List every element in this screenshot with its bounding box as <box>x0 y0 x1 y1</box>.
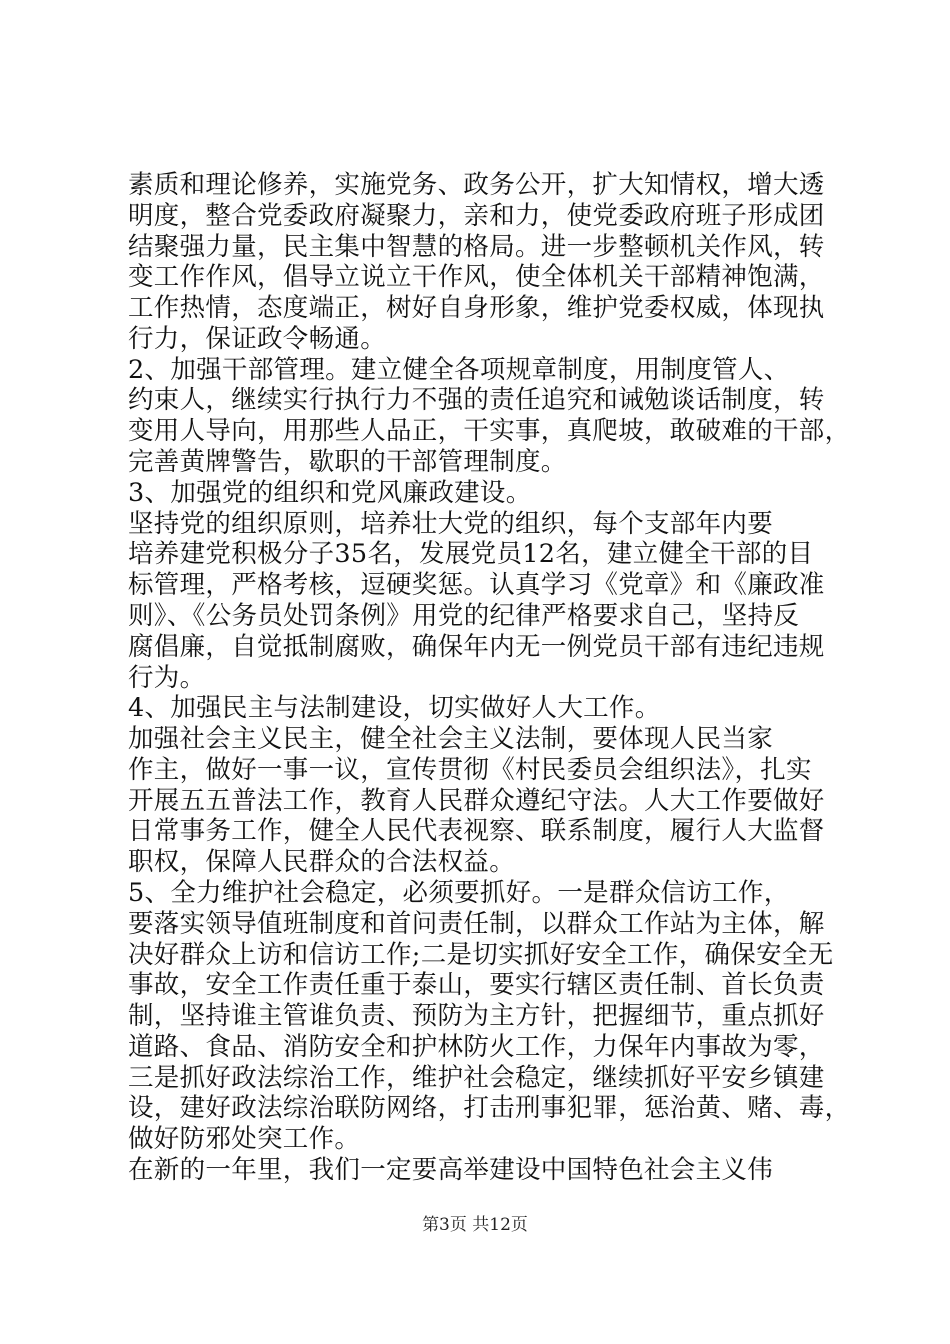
text-line: 在新的一年里，我们一定要高举建设中国特色社会主义伟 <box>128 1155 774 1185</box>
text-line: 变工作作风，倡导立说立干作风，使全体机关干部精神饱满， <box>128 262 825 292</box>
text-line: 工作热情，态度端正，树好自身形象，维护党委权威，体现执 <box>128 293 825 323</box>
page-number-footer: 第3页 共12页 <box>422 1215 528 1235</box>
text-line: 约束人，继续实行执行力不强的责任追究和诫勉谈话制度，转 <box>128 385 825 415</box>
text-line: 5、全力维护社会稳定，必须要抓好。一是群众信访工作， <box>128 878 790 908</box>
text-line: 三是抓好政法综治工作，维护社会稳定，继续抓好平安乡镇建 <box>128 1063 825 1093</box>
text-line: 要落实领导值班制度和首问责任制，以群众工作站为主体，解 <box>128 909 825 939</box>
text-line: 素质和理论修养，实施党务、政务公开，扩大知情权，增大透 <box>128 170 825 200</box>
text-line: 日常事务工作，健全人民代表视察、联系制度，履行人大监督 <box>128 816 825 846</box>
text-line: 决好群众上访和信访工作;二是切实抓好安全工作，确保安全无 <box>128 940 834 970</box>
text-line: 结聚强力量，民主集中智慧的格局。进一步整顿机关作风，转 <box>128 232 825 262</box>
text-line: 明度，整合党委政府凝聚力，亲和力，使党委政府班子形成团 <box>128 201 825 231</box>
text-line: 2、加强干部管理。建立健全各项规章制度，用制度管人、 <box>128 355 790 385</box>
text-line: 开展五五普法工作，教育人民群众遵纪守法。人大工作要做好 <box>128 786 825 816</box>
text-line: 则》、《公务员处罚条例》用党的纪律严格要求自己，坚持反 <box>128 601 800 631</box>
text-line: 坚持党的组织原则，培养壮大党的组织，每个支部年内要 <box>128 509 774 539</box>
text-line: 事故，安全工作责任重于泰山，要实行辖区责任制、首长负责 <box>128 970 825 1000</box>
text-line: 标管理，严格考核，逗硬奖惩。认真学习《党章》和《廉政准 <box>128 570 825 600</box>
text-line: 作主，做好一事一议，宣传贯彻《村民委员会组织法》，扎实 <box>128 755 812 785</box>
text-line: 3、加强党的组织和党风廉政建设。 <box>128 478 532 508</box>
text-line: 加强社会主义民主，健全社会主义法制，要体现人民当家 <box>128 724 774 754</box>
text-line: 做好防邪处突工作。 <box>128 1124 361 1154</box>
text-line: 制，坚持谁主管谁负责、预防为主方针，把握细节，重点抓好 <box>128 1001 825 1031</box>
text-line: 职权，保障人民群众的合法权益。 <box>128 847 516 877</box>
text-line: 4、加强民主与法制建设，切实做好人大工作。 <box>128 693 661 723</box>
text-line: 行力，保证政令畅通。 <box>128 324 387 354</box>
text-line: 培养建党积极分子35名，发展党员12名，建立健全干部的目 <box>128 539 814 569</box>
text-line: 行为。 <box>128 663 206 693</box>
text-line: 设，建好政法综治联防网络，打击刑事犯罪，惩治黄、赌、毒， <box>128 1093 851 1123</box>
text-line: 腐倡廉，自觉抵制腐败，确保年内无一例党员干部有违纪违规 <box>128 632 825 662</box>
text-line: 道路、食品、消防安全和护林防火工作，力保年内事故为零， <box>128 1032 825 1062</box>
text-line: 完善黄牌警告，歇职的干部管理制度。 <box>128 447 567 477</box>
text-line: 变用人导向，用那些人品正，干实事，真爬坡，敢破难的干部， <box>128 416 851 446</box>
